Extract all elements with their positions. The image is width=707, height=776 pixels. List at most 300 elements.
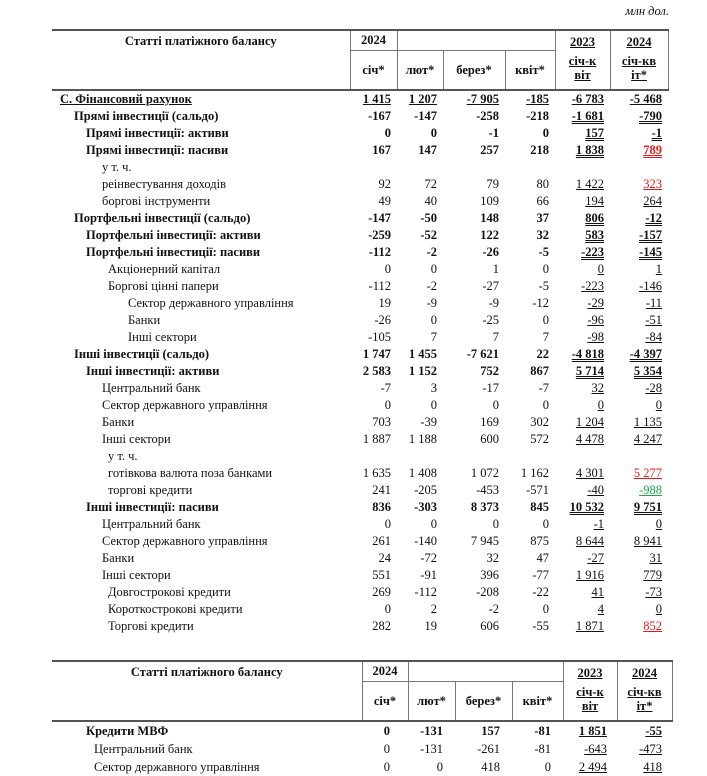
row-label: боргові інструменти (102, 194, 211, 208)
value-cum-2023: 0 (597, 262, 605, 276)
table-row (52, 584, 668, 601)
value-feb (397, 448, 443, 465)
header-stub: Статті платіжного балансу (52, 30, 350, 90)
header-cum-2023-range: січ-квіт (568, 54, 597, 82)
header-cum-2023 (555, 30, 610, 90)
header-cum-2024-range: січ-квіт* (621, 54, 657, 82)
table-row (52, 550, 668, 567)
table-row (52, 721, 672, 740)
value-cum-2024: 0 (655, 602, 663, 616)
value-apr: 302 (530, 415, 550, 429)
value-cum-2024 (610, 448, 668, 465)
value-cum-2024: 852 (643, 619, 663, 633)
value-cum-2023: -643 (584, 742, 608, 756)
row-label: Банки (102, 551, 135, 565)
value-apr: 875 (530, 534, 550, 548)
value-cum-2023: 194 (585, 194, 605, 208)
value-cum-2023: -98 (587, 330, 605, 344)
table-row (52, 142, 668, 159)
table-row (52, 618, 668, 635)
header-year: 2024 (350, 30, 397, 51)
header-cum-2024 (610, 30, 668, 90)
value-feb: 1 188 (408, 432, 437, 446)
value-apr: -218 (526, 109, 550, 123)
value-mar: -7 905 (466, 92, 499, 106)
value-feb: -131 (420, 724, 443, 738)
table-row (52, 278, 668, 295)
value-apr: -571 (526, 483, 550, 497)
value-apr: -5 (538, 245, 550, 259)
value-mar: -25 (482, 313, 499, 327)
value-cum-2023: -29 (587, 296, 605, 310)
row-label: Акціонерний капітал (108, 262, 221, 276)
value-apr (505, 159, 555, 176)
value-apr: 80 (536, 177, 550, 191)
value-cum-2024: -988 (639, 483, 663, 497)
value-jan: 19 (378, 296, 391, 310)
row-label: Портфельні інвестиції: пасиви (86, 245, 261, 259)
table-row (52, 414, 668, 431)
value-cum-2024: 789 (643, 143, 663, 157)
table-row (52, 90, 668, 108)
table-row (52, 346, 668, 363)
header-cum-2024-year: 2024 (632, 666, 658, 680)
value-jan: 49 (378, 194, 391, 208)
value-jan: 92 (378, 177, 391, 191)
table-row (52, 363, 668, 380)
header-month-mar: берез* (443, 51, 505, 91)
value-jan: 282 (372, 619, 391, 633)
value-cum-2024: 31 (649, 551, 663, 565)
value-cum-2023: -27 (587, 551, 605, 565)
value-jan: 836 (372, 500, 391, 514)
row-label: Банки (102, 415, 135, 429)
header-month-feb: лют* (397, 51, 443, 91)
value-apr: 0 (544, 760, 552, 774)
table-row (52, 448, 668, 465)
value-feb: 40 (424, 194, 437, 208)
value-apr: -185 (526, 92, 550, 106)
value-apr: -81 (534, 742, 552, 756)
value-cum-2024: -146 (639, 279, 663, 293)
value-apr: -22 (532, 585, 550, 599)
header-month-feb: лют* (408, 682, 455, 722)
table-row (52, 567, 668, 584)
header-year: 2024 (362, 661, 408, 682)
table-row (52, 108, 668, 125)
header-stub: Статті платіжного балансу (52, 661, 362, 721)
value-apr: 218 (530, 143, 550, 157)
unit-label: млн дол. (625, 4, 669, 18)
value-jan: -105 (368, 330, 391, 344)
value-jan (350, 448, 397, 465)
value-apr: 7 (542, 330, 550, 344)
value-jan: 269 (372, 585, 391, 599)
value-apr: -81 (534, 724, 552, 738)
value-mar: 109 (480, 194, 499, 208)
table-row (52, 261, 668, 278)
value-apr: 47 (536, 551, 550, 565)
value-jan: -147 (368, 211, 391, 225)
value-jan: 703 (372, 415, 391, 429)
value-feb: -303 (414, 500, 437, 514)
value-feb: 1 455 (408, 347, 437, 361)
value-mar: -258 (476, 109, 499, 123)
value-jan: 24 (378, 551, 391, 565)
header-cum-2023-year: 2023 (570, 35, 596, 49)
table-row (52, 210, 668, 227)
value-mar (443, 448, 505, 465)
value-jan: 0 (384, 398, 391, 412)
value-apr: -55 (532, 619, 550, 633)
value-apr: 867 (530, 364, 550, 378)
row-label: Центральний банк (102, 517, 201, 531)
value-cum-2023: 10 532 (569, 500, 605, 514)
value-feb: -147 (414, 109, 437, 123)
row-label: Інші інвестиції: активи (86, 364, 220, 378)
header-cum-2023-range: січ-квіт (576, 685, 604, 713)
value-cum-2024: -5 468 (629, 92, 663, 106)
value-mar: 1 072 (470, 466, 499, 480)
value-feb: 72 (424, 177, 437, 191)
table-row (52, 431, 668, 448)
value-feb: 19 (424, 619, 437, 633)
value-cum-2024: -73 (645, 585, 663, 599)
value-cum-2024: -11 (645, 296, 663, 310)
row-label: у т. ч. (108, 449, 138, 463)
value-cum-2024: -1 (651, 126, 663, 140)
value-feb: -50 (420, 211, 437, 225)
value-apr: -77 (532, 568, 550, 582)
row-label: Боргові цінні папери (108, 279, 219, 293)
value-mar: 600 (480, 432, 499, 446)
value-feb: -2 (426, 279, 437, 293)
value-jan: -26 (374, 313, 391, 327)
table-row (52, 397, 668, 414)
value-cum-2023: -40 (587, 483, 605, 497)
value-mar: -453 (476, 483, 499, 497)
value-jan: 2 583 (362, 364, 391, 378)
value-cum-2023: 1 871 (575, 619, 605, 633)
value-apr: 0 (542, 517, 550, 531)
header-month-jan: січ* (362, 682, 408, 722)
value-mar: 606 (480, 619, 499, 633)
table-row (52, 499, 668, 516)
row-label: Довгострокові кредити (108, 585, 231, 599)
value-apr: 0 (542, 262, 550, 276)
value-apr: 845 (530, 500, 550, 514)
row-label: Портфельні інвестиції: активи (86, 228, 261, 242)
value-jan: 0 (384, 517, 391, 531)
value-cum-2023: 157 (585, 126, 605, 140)
value-jan: 241 (372, 483, 391, 497)
table-row (52, 176, 668, 193)
value-cum-2024: 323 (643, 177, 663, 191)
value-jan: 167 (372, 143, 391, 157)
row-label: Центральний банк (94, 742, 193, 756)
row-label: Прямі інвестиції: пасиви (86, 143, 229, 157)
row-label: Сектор державного управління (102, 398, 268, 412)
row-label: Торгові кредити (108, 619, 194, 633)
value-cum-2024: 0 (655, 398, 663, 412)
value-cum-2023: 5 714 (575, 364, 605, 378)
row-label: торгові кредити (108, 483, 193, 497)
header-month-jan: січ* (350, 51, 397, 91)
value-feb (397, 159, 443, 176)
value-jan: 1 747 (362, 347, 391, 361)
value-feb: -140 (414, 534, 437, 548)
value-cum-2024: 418 (643, 760, 663, 774)
value-cum-2024: 1 135 (633, 415, 663, 429)
value-cum-2023: -4 818 (571, 347, 605, 361)
imf-credits-table (52, 660, 673, 776)
value-cum-2024: -4 397 (629, 347, 663, 361)
value-mar: 157 (481, 724, 500, 738)
value-apr: 22 (536, 347, 550, 361)
value-jan: 0 (384, 262, 391, 276)
header-cum-2023 (563, 661, 617, 721)
header-month-apr: квіт* (505, 51, 555, 91)
value-mar: -27 (482, 279, 499, 293)
row-label: реінвестування доходів (102, 177, 226, 191)
header-blank (397, 30, 555, 51)
value-cum-2023: 1 916 (575, 568, 605, 582)
value-mar: -208 (476, 585, 499, 599)
value-cum-2024: -12 (645, 211, 663, 225)
value-feb: 2 (430, 602, 437, 616)
value-apr: 0 (542, 313, 550, 327)
table-row (52, 533, 668, 550)
row-label: Сектор державного управління (94, 760, 260, 774)
value-feb: 0 (430, 262, 437, 276)
value-feb: -2 (426, 245, 437, 259)
row-label: Прямі інвестиції (сальдо) (74, 109, 219, 123)
value-cum-2023 (555, 159, 610, 176)
table-row (52, 465, 668, 482)
value-cum-2024: 264 (643, 194, 663, 208)
row-label: готівкова валюта поза банками (108, 466, 273, 480)
value-cum-2024: -145 (639, 245, 663, 259)
value-mar: 8 373 (470, 500, 499, 514)
value-cum-2024: -157 (639, 228, 663, 242)
value-mar: 0 (492, 517, 499, 531)
value-cum-2024: 9 751 (633, 500, 663, 514)
value-apr: -12 (532, 296, 550, 310)
value-apr: 66 (536, 194, 550, 208)
value-apr: 1 162 (520, 466, 550, 480)
value-cum-2023: -1 (593, 517, 605, 531)
value-feb: 0 (430, 398, 437, 412)
value-feb: 3 (430, 381, 437, 395)
value-feb: -72 (420, 551, 437, 565)
value-feb: -52 (420, 228, 437, 242)
value-jan: -259 (368, 228, 391, 242)
value-jan: 1 887 (362, 432, 391, 446)
value-jan: 261 (372, 534, 391, 548)
value-cum-2024: 5 354 (633, 364, 663, 378)
row-label: Портфельні інвестиції (сальдо) (74, 211, 251, 225)
table-row (52, 193, 668, 210)
value-feb: 1 207 (408, 92, 437, 106)
row-label: Короткострокові кредити (108, 602, 243, 616)
value-feb: -205 (414, 483, 437, 497)
table-row (52, 159, 668, 176)
row-label: Сектор державного управління (102, 534, 268, 548)
value-jan: 1 635 (362, 466, 391, 480)
value-mar: -261 (477, 742, 500, 756)
value-cum-2024: 0 (655, 517, 663, 531)
value-jan: 0 (384, 602, 391, 616)
header-cum-2023-year: 2023 (577, 666, 603, 680)
value-jan: 0 (383, 760, 390, 774)
value-mar: 7 (492, 330, 499, 344)
value-cum-2023: 1 851 (578, 724, 608, 738)
value-jan: 0 (384, 126, 391, 140)
table-row (52, 740, 672, 758)
value-apr: 0 (542, 126, 550, 140)
table-row (52, 125, 668, 142)
value-cum-2023: 4 (597, 602, 605, 616)
row-label: Сектор державного управління (128, 296, 294, 310)
value-mar: -26 (482, 245, 499, 259)
row-label: Інші інвестиції: пасиви (86, 500, 219, 514)
table-row (52, 295, 668, 312)
value-feb: 7 (430, 330, 437, 344)
value-cum-2023: 583 (585, 228, 605, 242)
value-mar: 122 (480, 228, 499, 242)
value-cum-2023: 1 204 (575, 415, 605, 429)
value-feb: 1 408 (408, 466, 437, 480)
value-mar: -7 621 (466, 347, 499, 361)
value-cum-2024: -51 (645, 313, 663, 327)
table-row (52, 601, 668, 618)
value-mar: 1 (492, 262, 499, 276)
value-mar: 257 (480, 143, 499, 157)
header-cum-2024 (617, 661, 672, 721)
header-cum-2024-range: січ-квіт* (627, 685, 662, 713)
row-label: Інші сектори (128, 330, 197, 344)
value-feb: -91 (420, 568, 437, 582)
value-mar: 418 (481, 760, 500, 774)
value-cum-2023: 1 422 (575, 177, 605, 191)
row-label: Прямі інвестиції: активи (86, 126, 229, 140)
value-feb: 147 (418, 143, 437, 157)
value-cum-2024: 4 247 (633, 432, 663, 446)
value-jan: -112 (368, 279, 391, 293)
value-feb: 0 (430, 126, 437, 140)
value-apr: 37 (536, 211, 550, 225)
value-cum-2023: -223 (581, 279, 605, 293)
value-mar: -9 (488, 296, 499, 310)
value-cum-2024: 8 941 (633, 534, 663, 548)
value-apr: -5 (538, 279, 550, 293)
row-label: Інші сектори (102, 568, 171, 582)
value-mar: -1 (488, 126, 499, 140)
value-mar: 752 (480, 364, 499, 378)
value-jan: 551 (372, 568, 391, 582)
row-label: Кредити МВФ (86, 724, 169, 738)
value-cum-2023: -6 783 (571, 92, 605, 106)
value-mar: 0 (492, 398, 499, 412)
value-apr: -7 (538, 381, 550, 395)
value-cum-2023: 8 644 (575, 534, 605, 548)
value-jan: -7 (380, 381, 391, 395)
table-row (52, 329, 668, 346)
value-apr: 0 (542, 398, 550, 412)
row-label: С. Фінансовий рахунок (60, 92, 192, 106)
row-label: Інші інвестиції (сальдо) (74, 347, 210, 361)
value-cum-2024: -473 (639, 742, 663, 756)
value-apr: 0 (542, 602, 550, 616)
value-feb: -131 (420, 742, 443, 756)
table-row (52, 227, 668, 244)
value-jan: 0 (383, 724, 390, 738)
table-row (52, 482, 668, 499)
value-cum-2023: 1 838 (575, 143, 605, 157)
row-label: у т. ч. (102, 160, 132, 174)
value-mar: 396 (480, 568, 499, 582)
value-jan (350, 159, 397, 176)
value-cum-2023: 4 478 (575, 432, 605, 446)
value-cum-2023: -223 (581, 245, 605, 259)
header-month-apr: квіт* (512, 682, 563, 722)
value-cum-2023: 41 (591, 585, 605, 599)
value-feb: -39 (420, 415, 437, 429)
value-feb: -112 (414, 585, 437, 599)
table-row (52, 244, 668, 261)
value-cum-2024: -84 (645, 330, 663, 344)
table-row (52, 380, 668, 397)
value-mar: 169 (480, 415, 499, 429)
value-feb: -9 (426, 296, 437, 310)
table-row (52, 758, 672, 776)
header-cum-2024-year: 2024 (626, 35, 652, 49)
value-apr (505, 448, 555, 465)
value-cum-2024: -28 (645, 381, 663, 395)
value-cum-2023: -1 681 (571, 109, 605, 123)
value-cum-2023: 806 (585, 211, 605, 225)
value-cum-2023 (555, 448, 610, 465)
header-blank (408, 661, 563, 682)
value-mar: 32 (486, 551, 499, 565)
row-label: Банки (128, 313, 161, 327)
value-feb: 0 (430, 313, 437, 327)
table-row (52, 516, 668, 533)
value-cum-2023: 2 494 (578, 760, 608, 774)
value-jan: 0 (383, 742, 390, 756)
value-mar: 79 (486, 177, 499, 191)
value-cum-2023: 32 (591, 381, 605, 395)
value-cum-2023: 4 301 (575, 466, 605, 480)
value-mar: 148 (480, 211, 499, 225)
value-cum-2024: -55 (645, 724, 663, 738)
value-cum-2024: 5 277 (633, 466, 663, 480)
row-label: Інші сектори (102, 432, 171, 446)
value-cum-2024: 779 (643, 568, 663, 582)
value-feb: 1 152 (408, 364, 437, 378)
row-label: Центральний банк (102, 381, 201, 395)
value-apr: 32 (536, 228, 550, 242)
table-row (52, 312, 668, 329)
value-cum-2024 (610, 159, 668, 176)
value-cum-2024: 1 (655, 262, 663, 276)
value-feb: 0 (436, 760, 443, 774)
value-cum-2023: -96 (587, 313, 605, 327)
value-mar: -17 (482, 381, 499, 395)
value-feb: 0 (430, 517, 437, 531)
value-jan: -167 (368, 109, 391, 123)
financial-account-table (52, 29, 669, 635)
